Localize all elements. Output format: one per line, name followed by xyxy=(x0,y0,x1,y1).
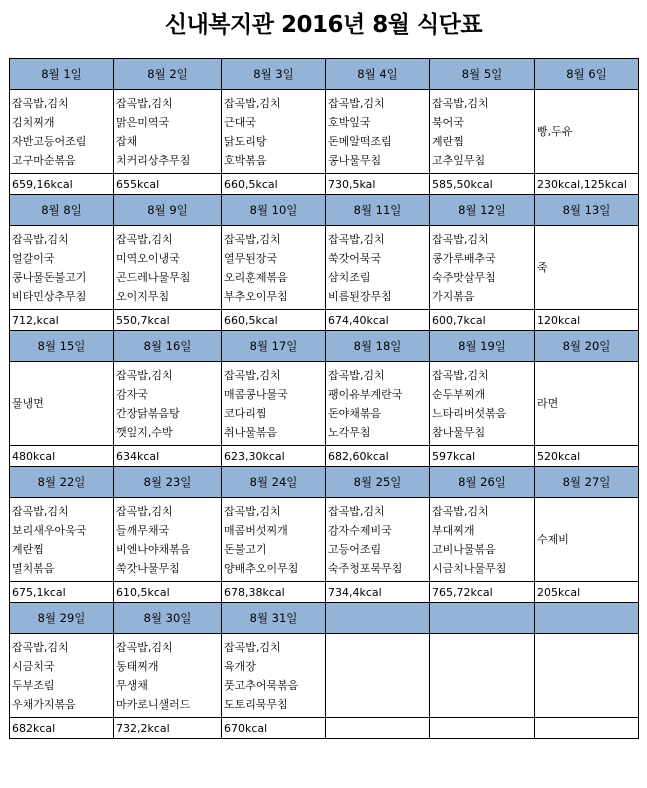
menu-cell xyxy=(114,362,222,446)
menu-item: 깻잎지,수박 xyxy=(116,425,173,439)
calorie-cell: 205kcal xyxy=(535,582,639,603)
menu-item: 잡곡밥,김치 xyxy=(328,368,385,382)
date-cell: 8월 19일 xyxy=(430,331,535,362)
menu-item: 맑은미역국 xyxy=(116,115,170,129)
menu-item: 호박볶음 xyxy=(224,153,267,167)
calorie-cell xyxy=(326,718,430,739)
date-row xyxy=(10,59,639,90)
menu-item: 잡곡밥,김치 xyxy=(432,504,489,518)
calorie-cell: 674,40kcal xyxy=(326,310,430,331)
menu-item: 미역오이냉국 xyxy=(116,251,180,265)
menu-cell xyxy=(535,226,639,310)
menu-cell xyxy=(326,634,430,718)
menu-items-row xyxy=(10,90,639,174)
menu-item: 오이지무침 xyxy=(116,289,170,303)
menu-item: 잡곡밥,김치 xyxy=(116,96,173,110)
menu-item: 감자국 xyxy=(116,387,148,401)
menu-item: 풋고추어묵볶음 xyxy=(224,678,299,692)
date-cell: 8월 1일 xyxy=(10,59,114,90)
date-cell: 8월 10일 xyxy=(222,195,326,226)
date-cell: 8월 20일 xyxy=(535,331,639,362)
calorie-cell xyxy=(430,718,535,739)
menu-cell xyxy=(430,362,535,446)
menu-item: 부대찌개 xyxy=(432,523,475,537)
menu-item: 잡곡밥,김치 xyxy=(116,368,173,382)
menu-item: 시금치국 xyxy=(12,659,55,673)
calorie-cell: 675,1kcal xyxy=(10,582,114,603)
menu-item: 동태찌개 xyxy=(116,659,159,673)
menu-item: 고구마순볶음 xyxy=(12,153,76,167)
menu-item: 숙주청포묵무침 xyxy=(328,561,403,575)
date-cell: 8월 4일 xyxy=(326,59,430,90)
menu-table-body xyxy=(10,59,639,739)
menu-items-row xyxy=(10,362,639,446)
menu-item: 쑥갓어묵국 xyxy=(328,251,382,265)
menu-item: 간장닭볶음탕 xyxy=(116,406,180,420)
date-cell: 8월 23일 xyxy=(114,467,222,498)
menu-item: 잡곡밥,김치 xyxy=(116,232,173,246)
menu-item: 닭도리탕 xyxy=(224,134,267,148)
menu-item: 돈불고기 xyxy=(224,542,267,556)
menu-item: 코다리찜 xyxy=(224,406,267,420)
menu-item: 잡곡밥,김치 xyxy=(224,368,281,382)
menu-item: 잡곡밥,김치 xyxy=(328,96,385,110)
calorie-cell: 660,5kcal xyxy=(222,310,326,331)
menu-item: 비름된장무침 xyxy=(328,289,392,303)
calorie-cell: 682kcal xyxy=(10,718,114,739)
menu-cell xyxy=(430,634,535,718)
date-cell: 8월 18일 xyxy=(326,331,430,362)
menu-cell xyxy=(430,226,535,310)
menu-item: 빵,두유 xyxy=(537,125,573,138)
calorie-cell: 480kcal xyxy=(10,446,114,467)
menu-item: 수제비 xyxy=(537,533,569,546)
menu-item: 잡곡밥,김치 xyxy=(432,232,489,246)
menu-item: 계란찜 xyxy=(432,134,464,148)
date-cell: 8월 29일 xyxy=(10,603,114,634)
menu-item: 돈야채볶음 xyxy=(328,406,382,420)
menu-item: 매콤콩나물국 xyxy=(224,387,288,401)
date-cell: 8월 25일 xyxy=(326,467,430,498)
menu-cell xyxy=(114,634,222,718)
menu-item: 열무된장국 xyxy=(224,251,278,265)
menu-item: 곤드레나물무침 xyxy=(116,270,191,284)
calorie-cell: 682,60kcal xyxy=(326,446,430,467)
calorie-cell: 597kcal xyxy=(430,446,535,467)
menu-item: 마카로니샐러드 xyxy=(116,697,191,711)
date-cell: 8월 8일 xyxy=(10,195,114,226)
date-cell: 8월 15일 xyxy=(10,331,114,362)
date-cell: 8월 5일 xyxy=(430,59,535,90)
date-cell xyxy=(535,603,639,634)
menu-item: 우채가지볶음 xyxy=(12,697,76,711)
menu-cell xyxy=(10,498,114,582)
menu-item: 고비나물볶음 xyxy=(432,542,496,556)
menu-item: 잡곡밥,김치 xyxy=(12,232,69,246)
date-row xyxy=(10,603,639,634)
date-cell: 8월 31일 xyxy=(222,603,326,634)
menu-item: 들깨무채국 xyxy=(116,523,170,537)
calorie-cell: 610,5kcal xyxy=(114,582,222,603)
date-cell xyxy=(430,603,535,634)
page-title: 신내복지관 2016년 8월 식단표 xyxy=(164,12,483,38)
calorie-cell: 230kcal,125kcal xyxy=(535,174,639,195)
menu-item: 잡곡밥,김치 xyxy=(224,232,281,246)
menu-item: 라면 xyxy=(537,397,559,410)
date-cell: 8월 17일 xyxy=(222,331,326,362)
date-cell: 8월 12일 xyxy=(430,195,535,226)
menu-cell xyxy=(114,90,222,174)
menu-item: 느타리버섯볶음 xyxy=(432,406,507,420)
menu-cell xyxy=(10,362,114,446)
date-cell xyxy=(326,603,430,634)
menu-item: 무생채 xyxy=(116,678,148,692)
menu-item: 북어국 xyxy=(432,115,464,129)
menu-item: 잡곡밥,김치 xyxy=(328,232,385,246)
menu-cell xyxy=(222,226,326,310)
date-row xyxy=(10,195,639,226)
calorie-cell: 670kcal xyxy=(222,718,326,739)
menu-item: 도토리묵무침 xyxy=(224,697,288,711)
menu-item: 잡곡밥,김치 xyxy=(224,96,281,110)
menu-item: 참나물무침 xyxy=(432,425,486,439)
menu-item: 계란찜 xyxy=(12,542,44,556)
menu-cell xyxy=(535,634,639,718)
menu-cell xyxy=(535,362,639,446)
calorie-row xyxy=(10,446,639,467)
menu-item: 멸치볶음 xyxy=(12,561,55,575)
menu-item: 육개장 xyxy=(224,659,256,673)
menu-item: 잡곡밥,김치 xyxy=(432,368,489,382)
menu-item: 보리새우아욱국 xyxy=(12,523,87,537)
calorie-cell: 712,kcal xyxy=(10,310,114,331)
menu-cell xyxy=(10,90,114,174)
menu-items-row xyxy=(10,226,639,310)
menu-item: 얼갈이국 xyxy=(12,251,55,265)
menu-items-row xyxy=(10,634,639,718)
calorie-cell: 623,30kcal xyxy=(222,446,326,467)
menu-cell xyxy=(535,498,639,582)
menu-item: 잡곡밥,김치 xyxy=(116,504,173,518)
date-cell: 8월 22일 xyxy=(10,467,114,498)
calorie-cell xyxy=(535,718,639,739)
calorie-cell: 730,5kal xyxy=(326,174,430,195)
menu-item: 취나물볶음 xyxy=(224,425,278,439)
menu-cell xyxy=(114,498,222,582)
menu-cell xyxy=(430,498,535,582)
menu-item: 잡곡밥,김치 xyxy=(224,640,281,654)
calorie-cell: 550,7kcal xyxy=(114,310,222,331)
menu-item: 죽 xyxy=(537,261,548,274)
calorie-cell: 659,16kcal xyxy=(10,174,114,195)
menu-item: 비타민상추무침 xyxy=(12,289,87,303)
date-cell: 8월 11일 xyxy=(326,195,430,226)
menu-item: 순두부찌개 xyxy=(432,387,486,401)
menu-item: 삼치조림 xyxy=(328,270,371,284)
date-cell: 8월 13일 xyxy=(535,195,639,226)
menu-item: 양배추오이무침 xyxy=(224,561,299,575)
menu-item: 근대국 xyxy=(224,115,256,129)
menu-item: 팽이유부계란국 xyxy=(328,387,403,401)
calorie-cell: 734,4kcal xyxy=(326,582,430,603)
date-row xyxy=(10,331,639,362)
menu-item: 숙주맛살무침 xyxy=(432,270,496,284)
menu-cell xyxy=(10,226,114,310)
calorie-cell: 655kcal xyxy=(114,174,222,195)
date-cell: 8월 6일 xyxy=(535,59,639,90)
menu-item: 잡곡밥,김치 xyxy=(116,640,173,654)
menu-item: 콩나물돈불고기 xyxy=(12,270,87,284)
menu-item: 두부조림 xyxy=(12,678,55,692)
date-cell: 8월 9일 xyxy=(114,195,222,226)
calorie-cell: 765,72kcal xyxy=(430,582,535,603)
menu-item: 매콤버섯찌개 xyxy=(224,523,288,537)
menu-item: 시금치나물무침 xyxy=(432,561,507,575)
menu-item: 잡곡밥,김치 xyxy=(12,96,69,110)
date-cell: 8월 30일 xyxy=(114,603,222,634)
menu-item: 잡채 xyxy=(116,134,138,148)
calorie-cell: 660,5kcal xyxy=(222,174,326,195)
menu-table xyxy=(9,58,639,739)
menu-item: 잡곡밥,김치 xyxy=(432,96,489,110)
menu-item: 가지볶음 xyxy=(432,289,475,303)
menu-item: 자반고등어조림 xyxy=(12,134,87,148)
menu-cell xyxy=(326,362,430,446)
calorie-cell: 634kcal xyxy=(114,446,222,467)
menu-item: 쑥갓나물무침 xyxy=(116,561,180,575)
menu-item: 노각무침 xyxy=(328,425,371,439)
calorie-cell: 732,2kcal xyxy=(114,718,222,739)
menu-item: 콩나물무침 xyxy=(328,153,382,167)
calorie-cell: 520kcal xyxy=(535,446,639,467)
calorie-row xyxy=(10,582,639,603)
menu-item: 콩가루배추국 xyxy=(432,251,496,265)
date-cell: 8월 27일 xyxy=(535,467,639,498)
menu-item: 고추잎무침 xyxy=(432,153,486,167)
date-cell: 8월 26일 xyxy=(430,467,535,498)
calorie-row xyxy=(10,310,639,331)
menu-cell xyxy=(326,498,430,582)
calorie-row xyxy=(10,718,639,739)
date-cell: 8월 3일 xyxy=(222,59,326,90)
calorie-cell: 585,50kcal xyxy=(430,174,535,195)
menu-item: 감자수제비국 xyxy=(328,523,392,537)
menu-item: 김치찌개 xyxy=(12,115,55,129)
menu-item: 잡곡밥,김치 xyxy=(328,504,385,518)
menu-cell xyxy=(222,634,326,718)
menu-cell xyxy=(326,90,430,174)
date-row xyxy=(10,467,639,498)
menu-item: 비엔나야채볶음 xyxy=(116,542,191,556)
menu-item: 잡곡밥,김치 xyxy=(12,640,69,654)
menu-item: 호박잎국 xyxy=(328,115,371,129)
calorie-row xyxy=(10,174,639,195)
menu-item: 고등어조림 xyxy=(328,542,382,556)
menu-cell xyxy=(10,634,114,718)
menu-items-row xyxy=(10,498,639,582)
date-cell: 8월 24일 xyxy=(222,467,326,498)
date-cell: 8월 2일 xyxy=(114,59,222,90)
calorie-cell: 678,38kcal xyxy=(222,582,326,603)
menu-item: 물냉면 xyxy=(12,397,44,410)
menu-item: 잡곡밥,김치 xyxy=(224,504,281,518)
menu-cell xyxy=(326,226,430,310)
calorie-cell: 120kcal xyxy=(535,310,639,331)
menu-item: 오리훈제볶음 xyxy=(224,270,288,284)
menu-cell xyxy=(114,226,222,310)
date-cell: 8월 16일 xyxy=(114,331,222,362)
menu-item: 돈메알떡조림 xyxy=(328,134,392,148)
menu-cell xyxy=(222,498,326,582)
menu-cell xyxy=(430,90,535,174)
calorie-cell: 600,7kcal xyxy=(430,310,535,331)
menu-item: 부추오이무침 xyxy=(224,289,288,303)
menu-cell xyxy=(222,90,326,174)
menu-item: 잡곡밥,김치 xyxy=(12,504,69,518)
menu-item: 치커리상추무침 xyxy=(116,153,191,167)
menu-cell xyxy=(535,90,639,174)
menu-cell xyxy=(222,362,326,446)
